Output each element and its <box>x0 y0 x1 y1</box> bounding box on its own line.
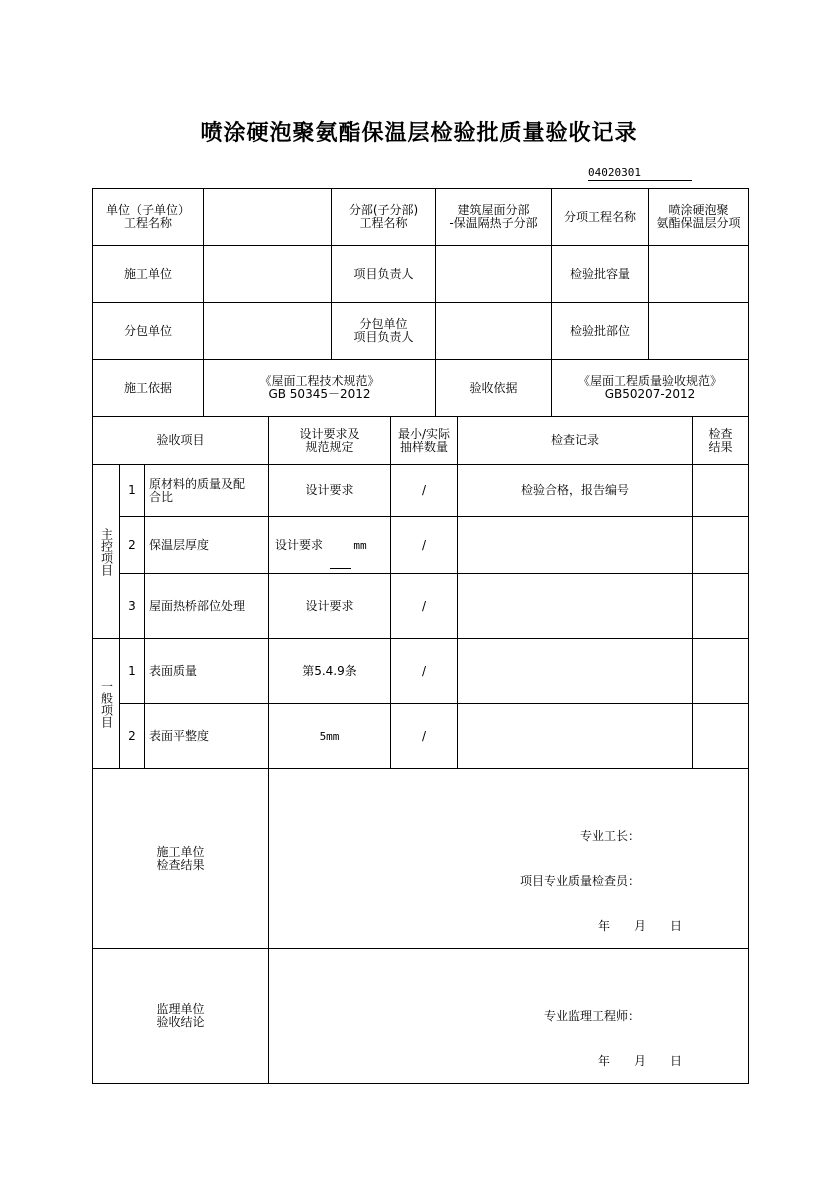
batch-location-field[interactable] <box>649 303 748 359</box>
general-row-1-record[interactable] <box>458 639 692 703</box>
main-row-1-sample: / <box>421 483 427 497</box>
main-row-3-record[interactable] <box>458 574 692 638</box>
unit-name-label: 单位（子单位） 工程名称 <box>105 203 190 230</box>
division-name-label: 分部(子分部) 工程名称 <box>348 203 419 230</box>
main-row-2-name: 保温层厚度 <box>149 537 210 552</box>
page-title: 喷涂硬泡聚氨酯保温层检验批质量验收记录 <box>200 120 638 146</box>
construction-check-date: 年 月 日 <box>597 918 682 933</box>
construction-basis-label: 施工依据 <box>123 380 172 395</box>
general-row-1-result[interactable] <box>693 639 748 703</box>
general-row-2-no: 2 <box>128 728 136 743</box>
main-row-2-sample: / <box>421 537 427 552</box>
main-row-1-design: 设计要求 <box>305 483 354 497</box>
sub-project-manager-field[interactable] <box>436 303 551 359</box>
main-row-3-no: 3 <box>128 598 136 613</box>
main-row-1-record[interactable]: 检验合格，报告编号 <box>520 483 629 497</box>
main-row-3-result[interactable] <box>693 574 748 638</box>
main-row-2-no: 2 <box>128 537 136 552</box>
main-row-1-no: 1 <box>128 483 136 497</box>
project-manager-field[interactable] <box>436 246 551 302</box>
general-row-2-design: 5mm <box>319 729 340 743</box>
construction-basis-value: 《屋面工程技术规范》 GB 50345－2012 <box>259 374 380 401</box>
column-header-sample: 最小/实际 抽样数量 <box>397 426 451 454</box>
project-manager-label: 项目负责人 <box>353 266 414 281</box>
general-items-group-label: 一般项目 <box>99 679 114 728</box>
main-row-3-name: 屋面热桥部位处理 <box>149 598 246 613</box>
general-row-1-name: 表面质量 <box>149 663 198 678</box>
general-row-1-sample: / <box>421 663 427 678</box>
general-row-2-result[interactable] <box>693 704 748 768</box>
supervising-engineer-signature-label: 专业监理工程师： <box>543 1008 640 1023</box>
general-row-2-name: 表面平整度 <box>149 728 210 743</box>
main-row-1-result[interactable] <box>693 465 748 516</box>
main-row-3-design: 设计要求 <box>305 598 354 613</box>
supervision-date: 年 月 日 <box>597 1053 682 1068</box>
main-row-2-result[interactable] <box>693 517 748 573</box>
constructor-field[interactable] <box>204 246 331 302</box>
subcontractor-field[interactable] <box>204 303 331 359</box>
document-number: 04020301 <box>588 166 692 181</box>
acceptance-basis-value: 《屋面工程质量验收规范》 GB50207-2012 <box>577 374 722 401</box>
main-row-1-name: 原材料的质量及配 合比 <box>149 476 246 504</box>
acceptance-basis-label: 验收依据 <box>469 380 518 395</box>
general-row-2-sample: / <box>421 728 427 743</box>
constructor-label: 施工单位 <box>123 266 172 281</box>
column-header-record: 检查记录 <box>550 433 599 447</box>
main-items-group-label: 主控项目 <box>99 527 114 576</box>
general-row-2-record[interactable] <box>458 704 692 768</box>
batch-capacity-field[interactable] <box>649 246 748 302</box>
subitem-name-value: 喷涂硬泡聚 氨酯保温层分项 <box>656 203 741 230</box>
unit-name-field[interactable] <box>204 189 331 245</box>
sub-project-manager-label: 分包单位 项目负责人 <box>353 317 414 344</box>
subitem-name-label: 分项工程名称 <box>563 209 636 224</box>
construction-check-label: 施工单位 检查结果 <box>156 844 205 872</box>
quality-inspector-signature-label: 项目专业质量检查员： <box>519 873 640 888</box>
main-row-2-design-unit: mm <box>353 538 367 552</box>
general-row-1-no: 1 <box>128 663 136 678</box>
batch-capacity-label: 检验批容量 <box>569 266 630 281</box>
foreman-signature-label: 专业工长： <box>579 828 640 843</box>
subcontractor-label: 分包单位 <box>123 323 172 338</box>
column-header-result: 检查 结果 <box>708 426 733 454</box>
division-name-value: 建筑屋面分部 -保温隔热子分部 <box>449 203 538 230</box>
main-row-3-sample: / <box>421 598 427 613</box>
column-header-design: 设计要求及 规范规定 <box>299 426 360 454</box>
column-header-item: 验收项目 <box>156 433 205 447</box>
main-row-2-design: 设计要求 <box>275 537 324 552</box>
main-row-2-record[interactable] <box>458 517 692 573</box>
general-row-1-design: 第5.4.9条 <box>302 663 357 678</box>
supervision-label: 监理单位 验收结论 <box>156 1002 205 1029</box>
batch-location-label: 检验批部位 <box>569 323 630 338</box>
